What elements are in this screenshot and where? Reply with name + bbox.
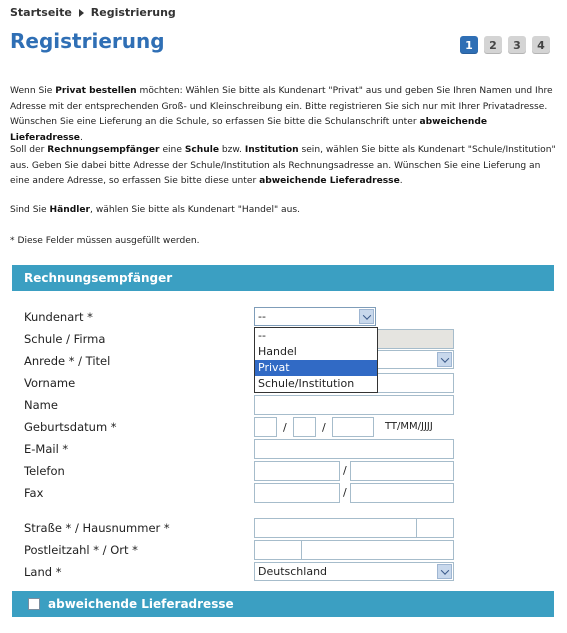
kundenart-select-value: -- bbox=[258, 310, 266, 323]
city-field[interactable] bbox=[301, 540, 454, 560]
label-fax: Fax bbox=[24, 486, 44, 500]
label-telefon: Telefon bbox=[24, 464, 65, 478]
intro-school: Soll der Rechnungsempfänger eine Schule bzw. Institution sein, wählen Sie bitte als Kundenart "Schule/Institution" aus. Geben Sie dabei bitte Adresse der Schule/Institution als Rechnungsadresse an. Wünschen Sie eine Lieferung an eine andere Adresse, so erfassen Sie bitte diese unter abweichende Lieferadresse. bbox=[10, 145, 556, 186]
date-format-hint: TT/MM/JJJJ bbox=[385, 421, 433, 432]
housenumber-field[interactable] bbox=[416, 518, 454, 538]
country-select-value: Deutschland bbox=[258, 565, 328, 578]
fax-separator: / bbox=[343, 486, 347, 499]
step-4: 4 bbox=[532, 36, 550, 54]
name-field[interactable] bbox=[254, 395, 454, 415]
street-field[interactable] bbox=[254, 518, 417, 538]
phone-number-field[interactable] bbox=[350, 461, 454, 481]
breadcrumb-home-link[interactable]: Startseite bbox=[10, 6, 72, 19]
label-name: Name bbox=[24, 398, 58, 412]
postcode-field[interactable] bbox=[254, 540, 302, 560]
label-kundenart: Kundenart * bbox=[24, 310, 93, 324]
fax-prefix-field[interactable] bbox=[254, 483, 340, 503]
section-delivery-header bbox=[12, 591, 554, 617]
section-billing-header: Rechnungsempfänger bbox=[12, 265, 554, 291]
label-land: Land * bbox=[24, 565, 62, 579]
step-1: 1 bbox=[460, 36, 478, 54]
email-field[interactable] bbox=[254, 439, 454, 459]
step-indicator bbox=[460, 36, 550, 54]
intro-private: Wenn Sie Privat bestellen möchten: Wählen Sie bitte als Kundenart "Privat" aus und geben Sie Ihren Namen und Ihre Adresse mit der entsprechenden Groß- und Kleinschreibung ein. Bitte registrieren Sie sich nur mit Ihrer Privatadresse. Wünschen Sie eine Lieferung an die Schule, so erfassen Sie bitte die Schulanschrift unter abweichende Lieferadresse. bbox=[10, 86, 553, 143]
step-3: 3 bbox=[508, 36, 526, 54]
required-note: * Diese Felder müssen ausgefüllt werden. bbox=[10, 236, 200, 246]
birth-month-field[interactable] bbox=[293, 417, 316, 437]
label-strasse: Straße * / Hausnummer * bbox=[24, 521, 170, 535]
birth-day-field[interactable] bbox=[254, 417, 277, 437]
page-title: Registrierung bbox=[10, 29, 165, 53]
chevron-down-icon[interactable] bbox=[359, 309, 374, 324]
date-separator: / bbox=[283, 421, 287, 434]
date-separator: / bbox=[322, 421, 326, 434]
delivery-address-label[interactable]: abweichende Lieferadresse bbox=[48, 597, 234, 611]
breadcrumb bbox=[10, 6, 176, 19]
delivery-address-checkbox[interactable] bbox=[28, 598, 40, 610]
label-geburtsdatum: Geburtsdatum * bbox=[24, 420, 117, 434]
kundenart-dropdown-list bbox=[254, 327, 378, 393]
label-email: E-Mail * bbox=[24, 442, 69, 456]
breadcrumb-arrow-icon bbox=[79, 9, 84, 17]
dropdown-option-none[interactable]: -- bbox=[258, 329, 266, 342]
country-select[interactable] bbox=[254, 562, 454, 581]
birth-year-field[interactable] bbox=[332, 417, 374, 437]
kundenart-select[interactable] bbox=[254, 307, 376, 326]
label-plz: Postleitzahl * / Ort * bbox=[24, 543, 138, 557]
phone-prefix-field[interactable] bbox=[254, 461, 340, 481]
dropdown-option-schule[interactable]: Schule/Institution bbox=[258, 377, 355, 390]
phone-separator: / bbox=[343, 464, 347, 477]
label-schule: Schule / Firma bbox=[24, 332, 106, 346]
step-2: 2 bbox=[484, 36, 502, 54]
chevron-down-icon[interactable] bbox=[437, 564, 452, 579]
breadcrumb-current: Registrierung bbox=[90, 6, 176, 19]
intro-dealer: Sind Sie Händler, wählen Sie bitte als Kundenart "Handel" aus. bbox=[10, 205, 301, 215]
dropdown-option-handel[interactable]: Handel bbox=[258, 345, 297, 358]
label-vorname: Vorname bbox=[24, 376, 76, 390]
dropdown-option-privat[interactable]: Privat bbox=[255, 360, 377, 376]
label-anrede: Anrede * / Titel bbox=[24, 354, 111, 368]
chevron-down-icon[interactable] bbox=[437, 352, 452, 367]
fax-number-field[interactable] bbox=[350, 483, 454, 503]
